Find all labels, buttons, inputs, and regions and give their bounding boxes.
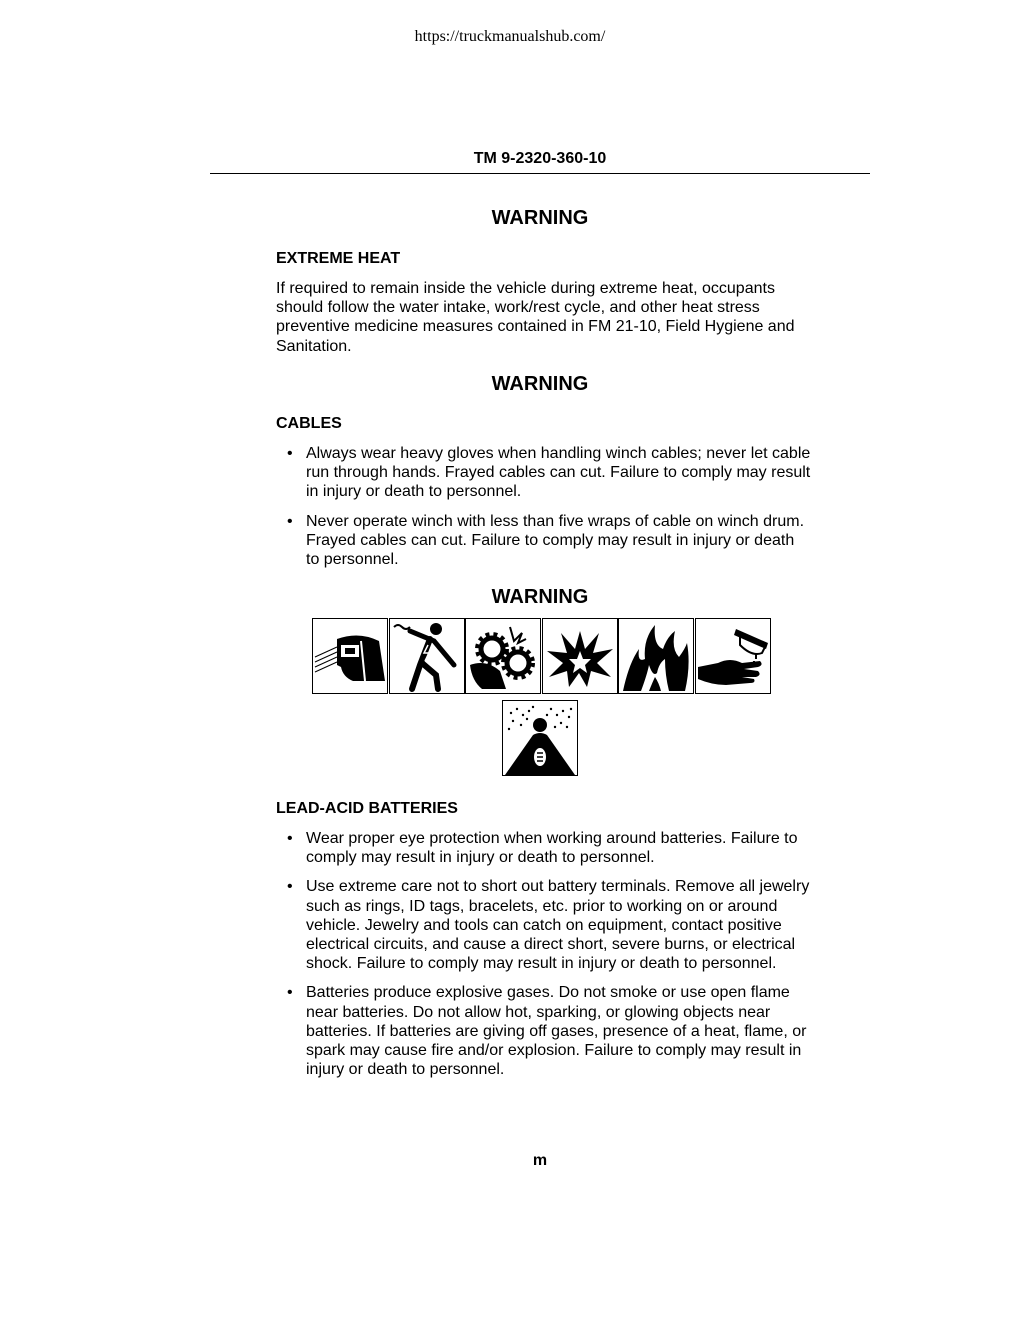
warning-title-1: WARNING: [491, 207, 589, 229]
explosion-icon: [542, 618, 618, 694]
cables-list: [276, 444, 811, 579]
header-rule: [210, 173, 870, 174]
list-item: • Wear proper eye protection when working around batteries. Failure to comply may result in injury or death to personnel.: [276, 829, 811, 867]
list-item: • Batteries produce explosive gases. Do not smoke or use open flame near batteries. Do not allow hot, sparking, or glowing objects near batteries. If batteries are giving off gases, presence of a heat, flame, or spark may cause fire and/or explosion. Failure to comply may result in injury or death to personnel.: [276, 983, 811, 1079]
document-id: TM 9-2320-360-10: [473, 150, 607, 167]
list-item: • Always wear heavy gloves when handling winch cables; never let cable run through hands. Frayed cables can cut. Failure to comply may result in injury or death to personnel.: [276, 444, 811, 502]
heading-extreme-heat: EXTREME HEAT: [276, 250, 401, 267]
list-item: • Never operate winch with less than five wraps of cable on winch drum. Frayed cables can cut. Failure to comply may result in injury or death to personnel.: [276, 512, 811, 570]
heading-lead-acid-batteries: LEAD-ACID BATTERIES: [276, 800, 458, 817]
warning-title-2: WARNING: [491, 373, 589, 395]
hazard-icon-row: [312, 618, 772, 694]
electrical-shock-icon: [389, 618, 465, 694]
hazardous-vapor-box: [502, 700, 579, 776]
eye-protection-icon: [312, 618, 388, 694]
acid-icon: [695, 618, 771, 694]
hazardous-vapor-icon: [502, 700, 578, 776]
page-number: m: [532, 1152, 548, 1169]
heading-cables: CABLES: [276, 415, 342, 432]
warning-title-3: WARNING: [491, 586, 589, 608]
moving-parts-icon: [465, 618, 541, 694]
list-item: • Use extreme care not to short out battery terminals. Remove all jewelry such as rings, ID tags, bracelets, etc. prior to working on or around vehicle. Jewelry and tools can catch on equipment, contact positive electrical circuits, and cause a direct short, severe burns, or electrical shock. Failure to comply may result in injury or death to personnel.: [276, 877, 811, 973]
extreme-heat-paragraph: If required to remain inside the vehicle during extreme heat, occupants should follow the water intake, work/rest cycle, and other heat stress preventive medicine measures contained in FM 21-10, Field Hygiene and Sanitation.: [276, 280, 795, 355]
source-url[interactable]: https://truckmanualshub.com/: [414, 28, 606, 45]
fire-icon: [618, 618, 694, 694]
batteries-list: [276, 829, 811, 1089]
